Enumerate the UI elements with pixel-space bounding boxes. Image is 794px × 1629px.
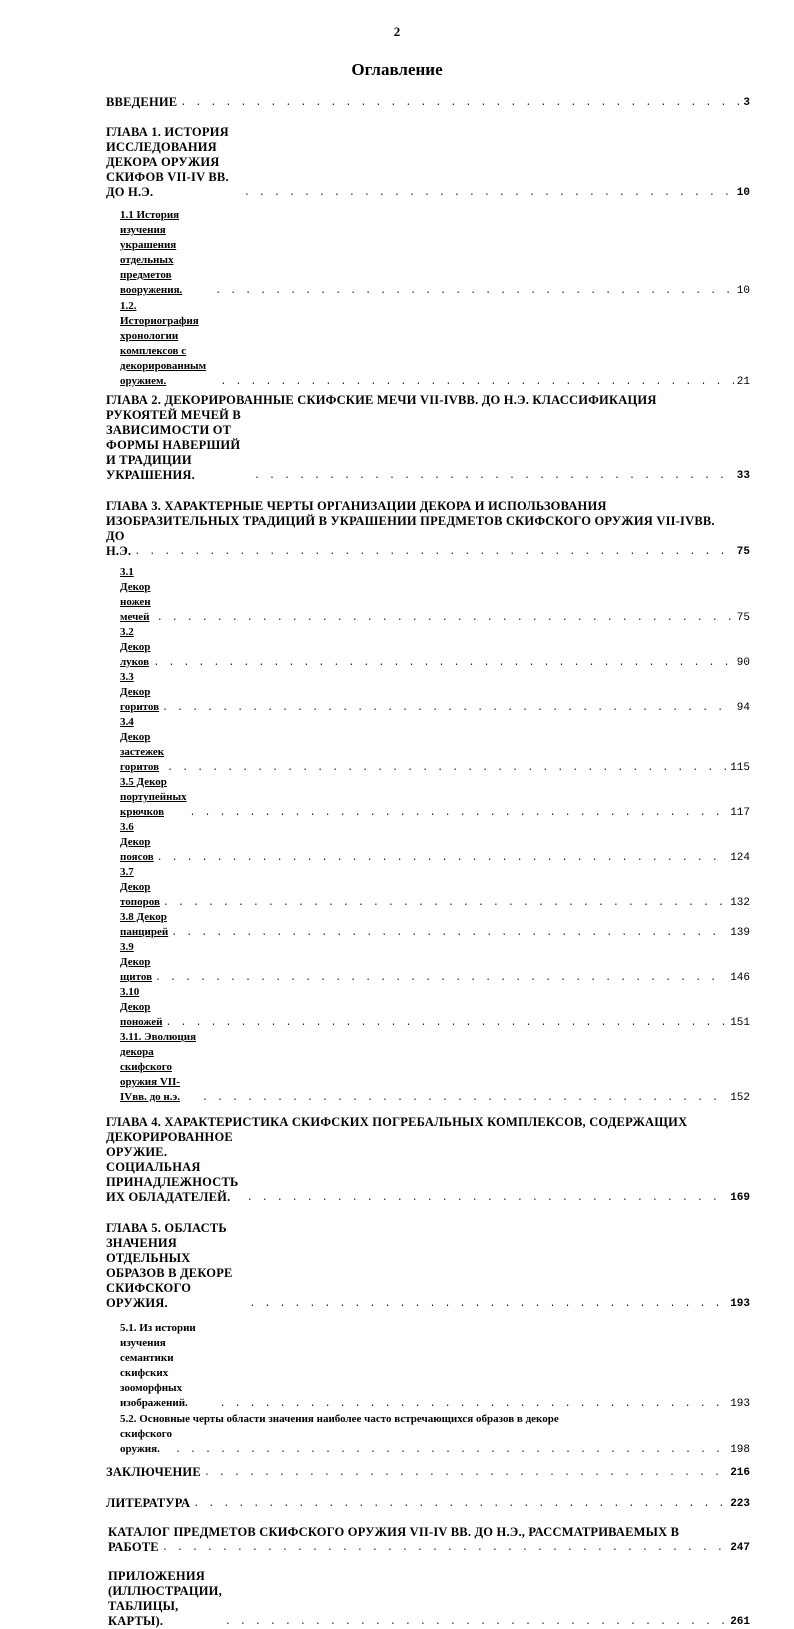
toc-entry-page: 75 [736, 546, 750, 558]
toc-entry-section-5-1[interactable] [120, 1321, 750, 1411]
toc-entry-page: 90 [736, 657, 750, 669]
toc-entry-section-3-11[interactable] [120, 1030, 750, 1105]
toc-entry-title: ЛИТЕРАТУРА [106, 1496, 191, 1510]
dot-leader [134, 546, 734, 559]
toc-entry-section-3-9[interactable] [120, 940, 750, 985]
toc-entry-section-3-7[interactable] [120, 865, 750, 910]
page-number: 2 [393, 24, 401, 39]
toc-entry-appendices[interactable] [108, 1569, 750, 1629]
toc-entry-page: 3 [743, 97, 750, 109]
toc-entry-title: 1.1 История изучения украшения отдельных предметов вооружения. [120, 209, 183, 296]
toc-entry-title-line-1: ГЛАВА 2. ДЕКОРИРОВАННЫЕ СКИФСКИЕ МЕЧИ VII-IVВВ. ДО Н.Э. КЛАССИФИКАЦИЯ [106, 393, 657, 407]
toc-entry-title: ГЛАВА 1. ИСТОРИЯ ИССЛЕДОВАНИЯ ДЕКОРА ОРУЖИЯ СКИФОВ VII-IV ВВ. ДО Н.Э. [106, 125, 229, 199]
dot-leader [155, 972, 727, 985]
toc-entry-section-3-10[interactable] [120, 985, 750, 1030]
toc-entry-page: 169 [730, 1192, 750, 1204]
dot-leader [167, 762, 727, 775]
toc-entry-title: 3.8 Декор панцирей [120, 911, 169, 938]
dot-leader [215, 285, 734, 298]
toc-entry-title: 3.10 Декор поножей [120, 986, 163, 1028]
toc-entry-title-line-2: ИЗОБРАЗИТЕЛЬНЫХ ТРАДИЦИЙ В УКРАШЕНИИ ПРЕДМЕТОВ СКИФСКОГО ОРУЖИЯ VII-IVВВ. [106, 514, 715, 528]
dot-leader [163, 897, 727, 910]
toc-entry-page: 33 [736, 470, 750, 482]
toc-entry-section-1-1[interactable] [120, 208, 750, 298]
dot-leader [247, 1192, 727, 1205]
toc-entry-page: 117 [730, 807, 750, 819]
dot-leader [202, 1092, 727, 1105]
dot-leader [190, 807, 728, 820]
dot-leader [220, 376, 733, 389]
toc-entry-title: 3.6 Декор поясов [120, 821, 154, 863]
dot-leader [220, 1398, 728, 1411]
toc-entry-title-line-2: скифского оружия. [120, 1428, 172, 1455]
toc-entry-section-5-2[interactable] [120, 1412, 750, 1457]
toc-entry-title: 3.7 Декор топоров [120, 866, 160, 908]
toc-entry-title: ГЛАВА 5. ОБЛАСТЬ ЗНАЧЕНИЯ ОТДЕЛЬНЫХ ОБРАЗОВ В ДЕКОРЕ СКИФСКОГО ОРУЖИЯ. [106, 1221, 233, 1310]
dot-leader [193, 1498, 727, 1511]
toc-entry-page: 21 [736, 376, 750, 388]
toc-entry-section-3-5[interactable] [120, 775, 750, 820]
dot-leader [204, 1467, 727, 1480]
toc-entry-section-3-1[interactable] [120, 565, 750, 625]
dot-leader [171, 927, 727, 940]
toc-entry-page: 139 [730, 927, 750, 939]
toc-entry-chapter-3[interactable] [106, 499, 750, 559]
dot-leader [244, 187, 734, 200]
dot-leader [162, 702, 734, 715]
toc-entry-page: 132 [730, 897, 750, 909]
toc-entry-literature[interactable] [106, 1496, 750, 1511]
toc-entry-page: 94 [736, 702, 750, 714]
toc-entry-chapter-1[interactable] [106, 125, 750, 200]
toc-entry-title: ПРИЛОЖЕНИЯ (ИЛЛЮСТРАЦИИ, ТАБЛИЦЫ, КАРТЫ). [108, 1569, 222, 1628]
toc-entry-title: ВВЕДЕНИЕ [106, 95, 178, 109]
toc-entry-page: 193 [730, 1298, 750, 1310]
toc-entry-title-line-1: ГЛАВА 3. ХАРАКТЕРНЫЕ ЧЕРТЫ ОРГАНИЗАЦИИ ДЕКОРА И ИСПОЛЬЗОВАНИЯ [106, 499, 607, 513]
dot-leader [254, 470, 734, 483]
toc-entry-title: 3.11. Эволюция декора скифского оружия VII-IVвв. до н.э. [120, 1031, 197, 1103]
toc-entry-title-line-2: ДЕКОРИРОВАННОЕ ОРУЖИЕ. СОЦИАЛЬНАЯ ПРИНАДЛЕЖНОСТЬ ИХ ОБЛАДАТЕЛЕЙ. [106, 1130, 239, 1204]
toc-entry-title-line-1: ГЛАВА 4. ХАРАКТЕРИСТИКА СКИФСКИХ ПОГРЕБАЛЬНЫХ КОМПЛЕКСОВ, СОДЕРЖАЩИХ [106, 1115, 688, 1129]
toc-entry-title: 3.9 Декор щитов [120, 941, 153, 983]
toc-entry-chapter-5[interactable] [106, 1221, 750, 1311]
dot-leader [249, 1298, 727, 1311]
toc-entry-page: 10 [736, 285, 750, 297]
toc-entry-title: 3.2 Декор луков [120, 626, 151, 668]
toc-entry-section-1-2[interactable] [120, 299, 750, 389]
toc-entry-page: 152 [730, 1092, 750, 1104]
toc-entry-page: 216 [730, 1467, 750, 1479]
dot-leader [175, 1444, 727, 1457]
toc-entry-title: 3.5 Декор портупейных крючков [120, 776, 187, 818]
toc-entry-section-3-4[interactable] [120, 715, 750, 775]
toc-entry-chapter-4[interactable] [106, 1115, 750, 1205]
page-title: Оглавление [351, 60, 443, 79]
dot-leader [165, 1017, 727, 1030]
dot-leader [225, 1616, 727, 1629]
toc-entry-page: 193 [730, 1398, 750, 1410]
toc-entry-title-line-1: 5.2. Основные черты области значения наиболее часто встречающихся образов в декоре [120, 1413, 559, 1425]
dot-leader [157, 612, 734, 625]
toc-entry-section-3-2[interactable] [120, 625, 750, 670]
dot-leader [180, 97, 740, 110]
toc-entry-page: 198 [730, 1444, 750, 1456]
dot-leader [153, 657, 733, 670]
toc-entry-page: 115 [730, 762, 750, 774]
toc-entry-title: ЗАКЛЮЧЕНИЕ [106, 1465, 201, 1479]
toc-entry-title: 3.3 Декор горитов [120, 671, 160, 713]
toc-entry-title: 3.1 Декор ножен мечей [120, 566, 151, 623]
toc-entry-page: 146 [730, 972, 750, 984]
toc-entry-page: 151 [730, 1017, 750, 1029]
toc-entry-title: 5.1. Из истории изучения семантики скифских зооморфных изображений. [120, 1322, 196, 1409]
toc-entry-introduction[interactable] [106, 95, 750, 110]
toc-entry-page: 261 [730, 1616, 750, 1628]
toc-entry-title-line-1: КАТАЛОГ ПРЕДМЕТОВ СКИФСКОГО ОРУЖИЯ VII-IV ВВ. ДО Н.Э., РАССМАТРИВАЕМЫХ В [108, 1525, 680, 1539]
toc-entry-chapter-2[interactable] [106, 393, 750, 483]
toc-entry-page: 247 [730, 1542, 750, 1554]
toc-entry-section-3-6[interactable] [120, 820, 750, 865]
toc-entry-page: 10 [736, 187, 750, 199]
toc-entry-conclusion[interactable] [106, 1465, 750, 1480]
toc-entry-section-3-8[interactable] [120, 910, 750, 940]
table-of-contents [106, 95, 750, 1629]
toc-entry-title: 3.4 Декор застежек горитов [120, 716, 165, 773]
toc-entry-page: 124 [730, 852, 750, 864]
toc-entry-page: 223 [730, 1498, 750, 1510]
toc-entry-title-line-3: ДО Н.Э. [106, 529, 132, 558]
toc-entry-section-3-3[interactable] [120, 670, 750, 715]
toc-entry-title-line-2: РАБОТЕ [108, 1540, 159, 1554]
toc-entry-title: 1.2. Историография хронологии комплексов с декорированным оружием. [120, 300, 207, 387]
toc-entry-catalog[interactable] [108, 1525, 750, 1555]
toc-entry-page: 75 [736, 612, 750, 624]
dot-leader [162, 1542, 727, 1555]
toc-entry-title-line-2: РУКОЯТЕЙ МЕЧЕЙ В ЗАВИСИМОСТИ ОТ ФОРМЫ НАВЕРШИЙ И ТРАДИЦИИ УКРАШЕНИЯ. [106, 408, 241, 482]
dot-leader [157, 852, 728, 865]
